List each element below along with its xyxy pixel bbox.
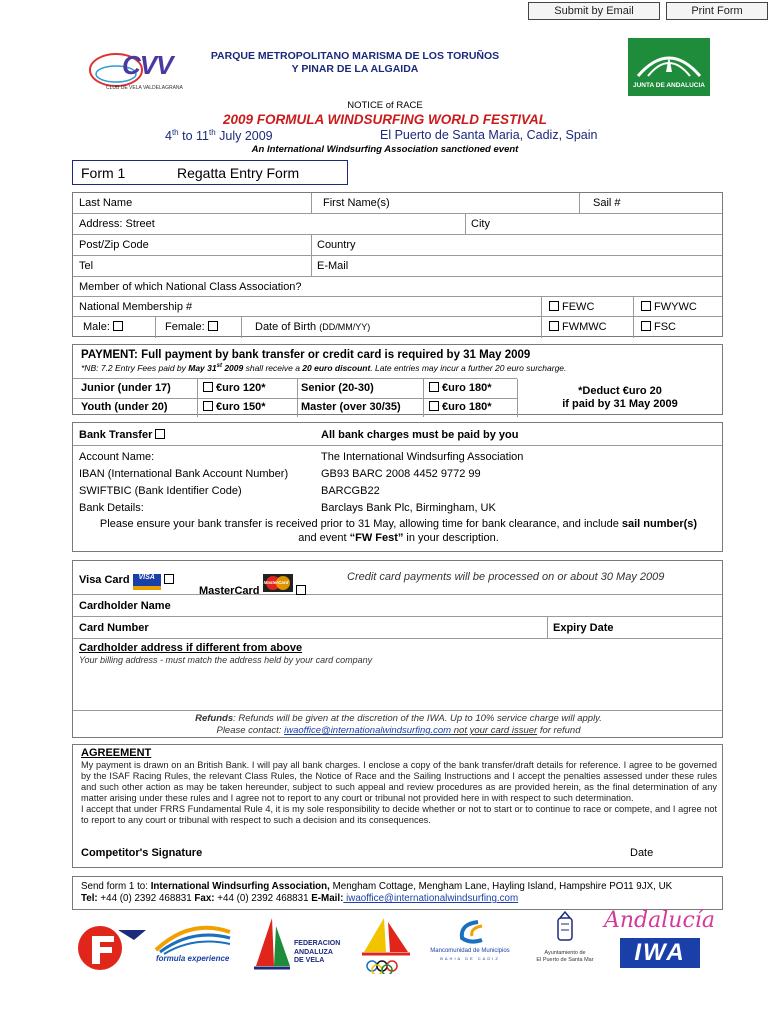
postcode-label: Post/Zip Code	[79, 239, 149, 251]
visa-label: Visa Card	[79, 574, 130, 586]
instruction-part-e: in your description.	[403, 532, 499, 544]
bank-labels	[79, 449, 288, 517]
country-label: Country	[317, 239, 356, 251]
organizer-heading	[195, 50, 515, 76]
address-row	[73, 214, 722, 235]
form-number: Form 1	[81, 165, 126, 181]
city-label: City	[471, 218, 490, 230]
dob-text: Date of Birth	[255, 321, 317, 333]
male-label: Male:	[83, 321, 110, 333]
footer-tel: +44 (0) 2392 468831	[97, 893, 195, 904]
footer-email-label: E-Mail:	[311, 893, 344, 904]
ayuntamiento-text	[530, 950, 600, 964]
print-form-button[interactable]: Print Form	[666, 2, 768, 20]
card-type-row	[73, 561, 722, 595]
card-number-row	[73, 617, 722, 639]
class-association-row	[73, 277, 722, 297]
tel-label: Tel	[79, 260, 94, 272]
footer-email-link[interactable]: iwaoffice@internationalwindsurfing.com	[343, 893, 519, 904]
ayto-line-1: Ayuntamiento de	[544, 950, 586, 956]
nb-part-b: May 31	[188, 363, 217, 373]
instruction-part-c: and event	[298, 532, 350, 544]
swift-value: BARCGB22	[321, 485, 380, 497]
formula-logo-text: formula experience	[156, 954, 230, 963]
cvv-logo	[86, 44, 192, 94]
bank-values	[321, 449, 523, 517]
payment-discount-note	[81, 363, 566, 373]
cardholder-name-row	[73, 595, 722, 617]
federacion-text	[294, 940, 340, 966]
fwmwc-checkbox[interactable]	[549, 321, 559, 331]
entrant-details-section	[72, 192, 723, 337]
dob-label	[255, 317, 370, 337]
female-option[interactable]	[165, 317, 221, 337]
youth-fee-option[interactable]	[203, 401, 266, 413]
bank-transfer-section	[72, 422, 723, 552]
fwywc-label: FWYWC	[654, 301, 697, 313]
master-fee: €uro 180*	[442, 401, 492, 413]
competitor-signature-label: Competitor's Signature	[81, 847, 203, 859]
mastercard-checkbox[interactable]	[296, 585, 306, 595]
visa-checkbox[interactable]	[164, 574, 174, 584]
federacion-andaluza-logo	[252, 912, 342, 974]
bank-transfer-checkbox[interactable]	[155, 429, 165, 439]
event-location: El Puerto de Santa Maria, Cadiz, Spain	[380, 128, 598, 142]
bank-details-value: Barclays Bank Plc, Birmingham, UK	[321, 502, 496, 514]
send-to-section	[72, 876, 723, 910]
cardholder-address-title: Cardholder address if different from above	[79, 642, 303, 654]
nb-part-a: *NB: 7.2 Entry Fees paid by	[81, 363, 189, 373]
instruction-part-a: Please ensure your bank transfer is received prior to 31 May, allowing time for bank clearance, and include	[99, 518, 622, 530]
refunds-label: Refunds	[195, 713, 234, 724]
send-to-text	[81, 881, 672, 905]
mancomunidad-text: Mancomunidad de Municipios	[430, 948, 510, 954]
deduction-line-1: *Deduct €uro 20	[578, 385, 662, 397]
f-logo	[74, 920, 148, 972]
fewc-checkbox[interactable]	[549, 301, 559, 311]
swift-label: SWIFTBIC (Bank Identifier Code)	[79, 485, 242, 497]
female-label: Female:	[165, 321, 205, 333]
fewc-option[interactable]	[549, 297, 594, 317]
agreement-text	[81, 760, 717, 826]
fav-line-3: DE VELA	[294, 957, 325, 964]
card-processing-note: Credit card payments will be processed on or about 30 May 2009	[347, 571, 665, 583]
bank-transfer-instructions	[73, 517, 724, 545]
master-fee-option[interactable]	[429, 401, 492, 413]
iban-label: IBAN (International Bank Account Number)	[79, 468, 289, 480]
ayto-line-2: El Puerto de Santa Mar	[536, 957, 594, 963]
formula-experience-logo	[150, 922, 234, 972]
organizer-line-2: Y PINAR DE LA ALGAIDA	[291, 63, 419, 75]
form-title: Regatta Entry Form	[177, 165, 300, 181]
youth-fee: €uro 150*	[216, 401, 266, 413]
master-checkbox[interactable]	[429, 401, 439, 411]
junior-label: Junior (under 17)	[81, 382, 171, 394]
bank-transfer-label: Bank Transfer	[79, 429, 153, 441]
mastercard-logo	[263, 574, 293, 592]
fwmwc-option[interactable]	[549, 317, 607, 337]
submit-by-email-button[interactable]: Submit by Email	[528, 2, 660, 20]
instruction-fw-fest: “FW Fest”	[349, 532, 404, 544]
visa-logo-text: VISA	[138, 574, 155, 581]
fwywc-checkbox[interactable]	[641, 301, 651, 311]
male-option[interactable]	[83, 317, 126, 337]
ayuntamiento-logo	[530, 910, 600, 972]
visa-logo	[133, 574, 161, 590]
fewc-label: FEWC	[562, 301, 595, 313]
junta-de-andalucia-logo	[628, 38, 710, 96]
footer-fax-label: Fax:	[194, 893, 215, 904]
bank-charges-note: All bank charges must be paid by you	[321, 429, 519, 441]
footer-tel-label: Tel:	[81, 893, 98, 904]
first-names-label: First Name(s)	[323, 197, 390, 209]
fsc-label: FSC	[654, 321, 676, 333]
contact-prefix: Please contact:	[216, 725, 285, 736]
send-address: Mengham Cottage, Mengham Lane, Hayling Island, Hampshire PO11 9JX, UK	[329, 881, 673, 892]
iban-value: GB93 BARC 2008 4452 9772 99	[321, 468, 481, 480]
cardholder-address-row	[73, 639, 722, 711]
event-title: 2009 FORMULA WINDSURFING WORLD FESTIVAL	[223, 112, 547, 127]
not-card-issuer-text: not your card issuer	[451, 725, 538, 736]
nb-part-c: 2009	[221, 363, 244, 373]
refunds-note	[73, 713, 724, 737]
cvv-logo-text: CVV	[122, 50, 173, 80]
fsc-option[interactable]	[641, 317, 676, 337]
membership-row	[73, 297, 722, 317]
nb-part-f: . Late entries may incur a further 20 euro surcharge.	[370, 363, 567, 373]
card-number-label: Card Number	[79, 622, 149, 634]
junior-checkbox[interactable]	[203, 382, 213, 392]
street-label: Street	[125, 218, 155, 230]
dates-sup-1: th	[171, 128, 179, 137]
contact-suffix: for refund	[537, 725, 581, 736]
refund-contact-email-link[interactable]: iwaoffice@internationalwindsurfing.com	[284, 725, 452, 736]
sanction-note: An International Windsurfing Association sanctioned event	[251, 144, 519, 155]
sail-number-label: Sail #	[593, 197, 621, 209]
event-dates	[165, 128, 273, 143]
cvv-logo-subtext: CLUB DE VELA VALDELAGRANA	[106, 85, 183, 91]
send-org: International Windsurfing Association,	[150, 881, 330, 892]
master-label: Master (over 30/35)	[301, 401, 401, 413]
agreement-paragraph-1: My payment is drawn on an British Bank. I will pay all bank charges. I enclose a copy of the bank transfer/draft details for reference. I agree to be governed by the ISAF Racing Rules, the relevant Class Rules, the Notice of Race and the Sailing Instructions and I accept the penalties assessed under these rules and such other action as may be taken hereunder, subject to such appeal and review procedures as are provided herein, as the final determination of any matter arising under these rules and I agree not to report to any court or tribunal not provided here in with respect to such determination.	[81, 760, 717, 803]
account-name-value: The International Windsurfing Association	[321, 451, 524, 463]
senior-checkbox[interactable]	[429, 382, 439, 392]
senior-fee: €uro 180*	[442, 382, 492, 394]
iwa-logo: IWA	[620, 938, 700, 968]
deduction-line-2: if paid by 31 May 2009	[562, 398, 678, 410]
junior-fee-option[interactable]	[203, 382, 266, 394]
andalucia-text: Andalucía	[604, 908, 715, 933]
address-label	[79, 214, 155, 234]
junior-fee: €uro 120*	[216, 382, 266, 394]
mastercard-logo-text: MasterCard	[263, 580, 289, 585]
fsc-checkbox[interactable]	[641, 321, 651, 331]
visa-option[interactable]	[79, 574, 177, 590]
refunds-text: : Refunds will be given at the discretion of the IWA. Up to 10% service charge will apply.	[233, 713, 602, 724]
mastercard-label: MasterCard	[199, 585, 260, 597]
address-prefix: Address:	[79, 218, 123, 230]
junta-logo-text: JUNTA DE ANDALUCIA	[633, 82, 705, 89]
spanish-sailing-federation-logo	[350, 912, 422, 974]
andalucia-iwa-logo	[602, 908, 715, 974]
dob-format: (DD/MM/YY)	[319, 322, 371, 332]
agreement-title: AGREEMENT	[81, 747, 152, 759]
cardholder-address-note: Your billing address - must match the address held by your card company	[79, 655, 373, 665]
nb-sup: st	[216, 363, 222, 370]
agreement-paragraph-2: I accept that under FRRS Fundamental Rule 4, it is my sole responsibility to decide whether or not to start or to continue to race or compete, and I agree not to report to any court or tribunal with respect to such a decision and its consequences.	[81, 804, 717, 825]
male-checkbox[interactable]	[113, 321, 123, 331]
name-row	[73, 193, 722, 214]
dates-sup-2: th	[208, 128, 216, 137]
fee-grid	[73, 378, 517, 416]
dates-start: 4	[165, 129, 172, 144]
nb-part-d: shall receive a	[243, 363, 303, 373]
mancomunidad-logo	[420, 918, 520, 970]
email-label: E-Mail	[317, 260, 349, 272]
youth-label: Youth (under 20)	[81, 401, 168, 413]
female-checkbox[interactable]	[208, 321, 218, 331]
agreement-section	[72, 744, 723, 868]
nb-part-e: 20 euro discount	[302, 363, 371, 373]
senior-label: Senior (20-30)	[301, 382, 374, 394]
national-membership-label: National Membership #	[79, 301, 193, 313]
fav-line-1: FEDERACION	[294, 940, 341, 947]
form-title-box	[72, 160, 348, 185]
bank-details-label: Bank Details:	[79, 502, 144, 514]
payment-title: PAYMENT: Full payment by bank transfer or credit card is required by 31 May 2009	[81, 349, 531, 361]
expiry-date-label: Expiry Date	[553, 622, 614, 634]
cardholder-name-label: Cardholder Name	[79, 600, 171, 612]
youth-checkbox[interactable]	[203, 401, 213, 411]
footer-fax: +44 (0) 2392 468831	[214, 893, 312, 904]
bank-transfer-header	[73, 423, 722, 446]
signature-date-label: Date	[630, 847, 654, 859]
early-deduction-note	[525, 385, 715, 411]
instruction-sail-number: sail number(s)	[621, 518, 698, 530]
gender-dob-row	[73, 317, 722, 338]
class-association-question: Member of which National Class Association?	[79, 281, 302, 293]
notice-of-race: NOTICE of RACE	[347, 100, 423, 111]
account-name-label: Account Name:	[79, 451, 155, 463]
fav-line-2: ANDALUZA	[294, 948, 333, 956]
mastercard-option[interactable]	[199, 574, 309, 597]
senior-fee-option[interactable]	[429, 382, 492, 394]
fwywc-option[interactable]	[641, 297, 697, 317]
dates-end: July 2009	[215, 129, 273, 144]
credit-card-section	[72, 560, 723, 738]
mancomunidad-subtext: BAHIA DE CADIZ	[440, 956, 500, 961]
send-prefix: Send form 1 to:	[81, 881, 151, 892]
bank-transfer-option[interactable]	[79, 425, 168, 445]
last-name-label: Last Name	[79, 197, 133, 209]
contact-row	[73, 256, 722, 277]
postcode-row	[73, 235, 722, 256]
fwmwc-label: FWMWC	[562, 321, 607, 333]
dates-mid: to 11	[178, 129, 209, 144]
organizer-line-1: PARQUE METROPOLITANO MARISMA DE LOS TORUÑOS	[210, 50, 500, 62]
payment-section	[72, 344, 723, 415]
